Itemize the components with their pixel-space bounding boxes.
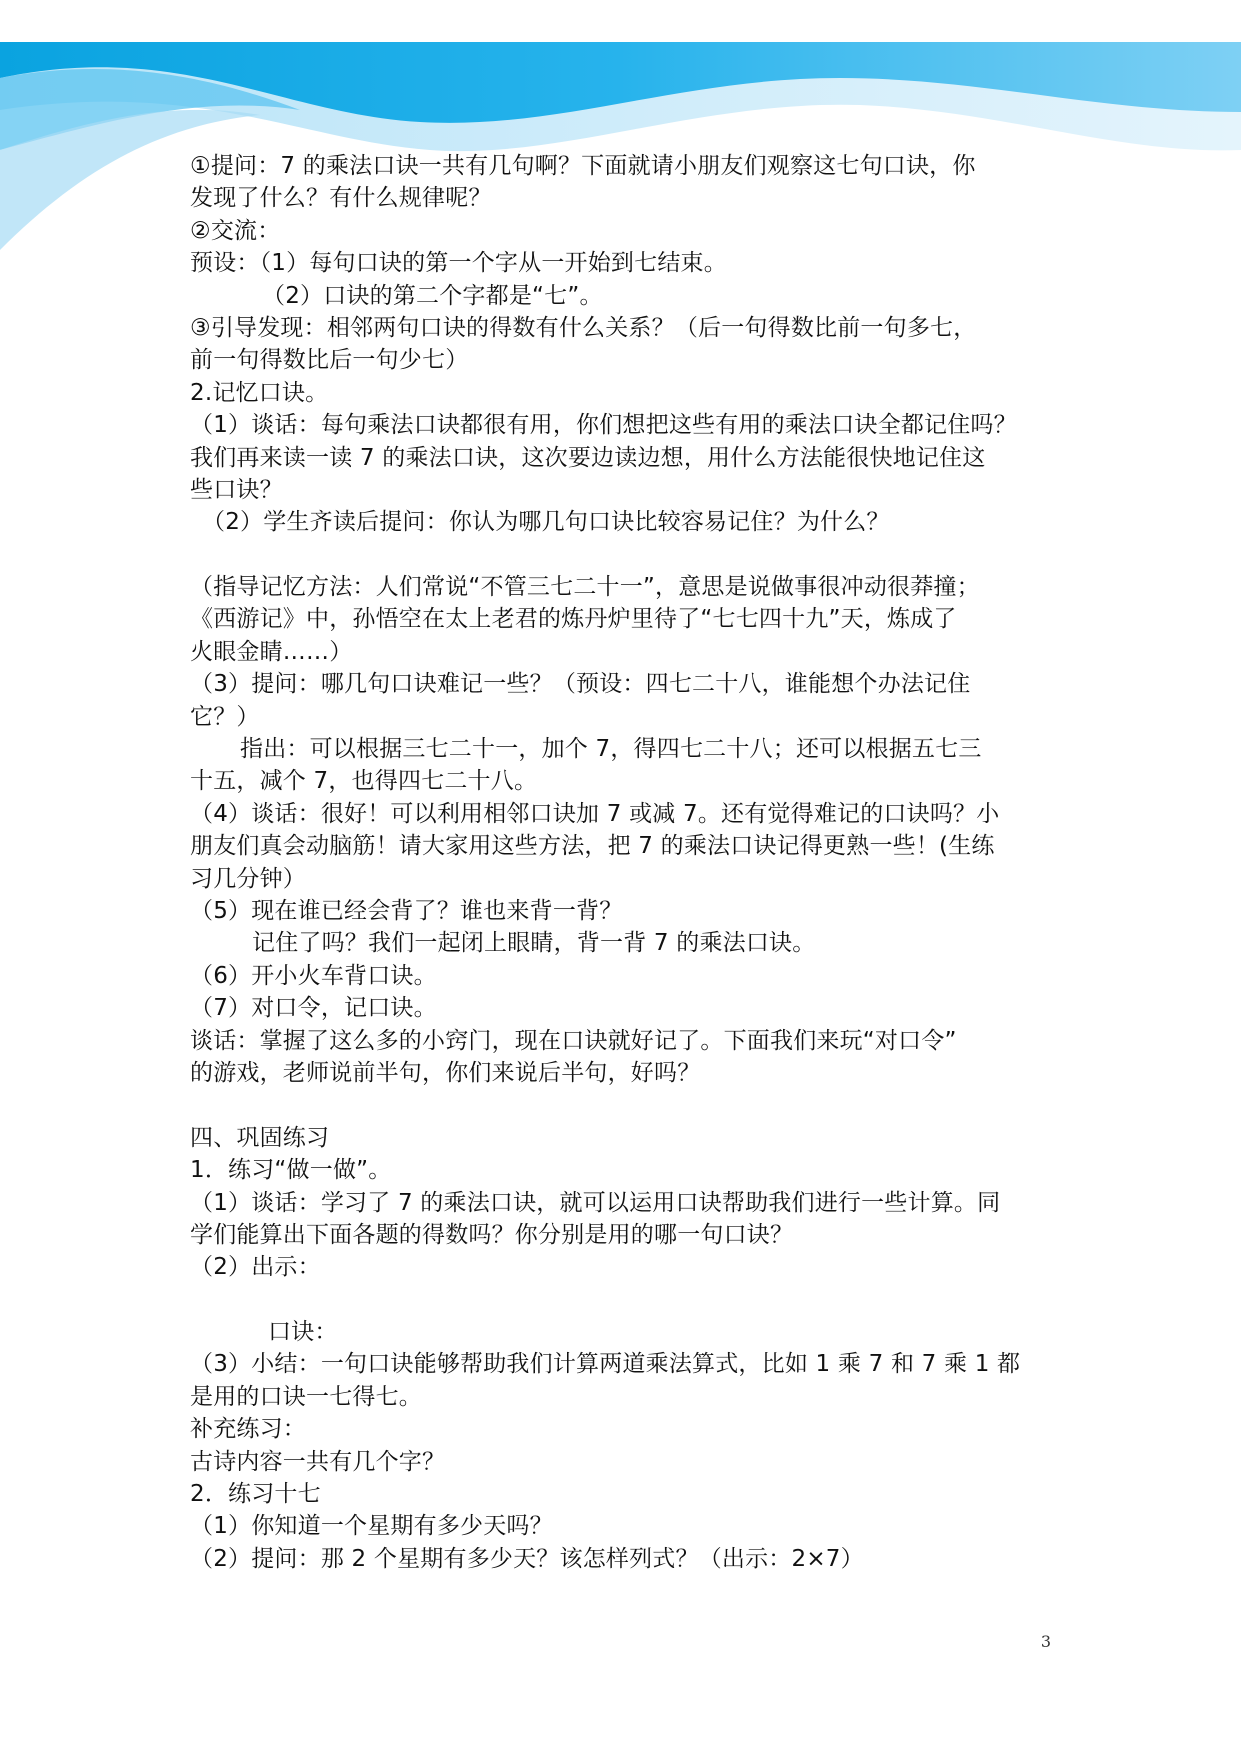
text-line: 些口诀？ xyxy=(190,476,283,503)
text-line: （指导记忆方法：人们常说“不管三七二十一”，意思是说做事很冲动很莽撞； xyxy=(190,574,980,601)
page-number: 3 xyxy=(1040,1632,1051,1651)
text-line: 我们再来读一读 7 的乘法口诀，这次要边读边想，用什么方法能很快地记住这 xyxy=(190,444,986,471)
text-line: （7）对口令，记口诀。 xyxy=(190,995,437,1022)
text-line: （1）你知道一个星期有多少天吗？ xyxy=(190,1513,553,1540)
text-line: 《西游记》中，孙悟空在太上老君的炼丹炉里待了“七七四十九”天，炼成了 xyxy=(190,606,957,633)
text-line: 十五，减个 7，也得四七二十八。 xyxy=(190,768,538,795)
text-line: 谈话：掌握了这么多的小窍门，现在口诀就好记了。下面我们来玩“对口令” xyxy=(190,1027,957,1054)
section-heading: 2.记忆口诀。 xyxy=(190,379,329,406)
text-line: 是用的口诀一七得七。 xyxy=(190,1383,422,1410)
text-line: ③引导发现：相邻两句口诀的得数有什么关系？（后一句得数比前一句多七， xyxy=(190,314,977,341)
text-line: （4）谈话：很好！可以利用相邻口诀加 7 或减 7。还有觉得难记的口诀吗？小 xyxy=(190,800,1000,827)
section-heading: 四、巩固练习 xyxy=(190,1124,330,1151)
text-line: 预设：（1）每句口诀的第一个字从一开始到七结束。 xyxy=(190,250,727,277)
text-line: （6）开小火车背口诀。 xyxy=(190,962,437,989)
text-line: 学们能算出下面各题的得数吗？你分别是用的哪一句口诀？ xyxy=(190,1221,794,1248)
text-line: 火眼金睛……） xyxy=(190,638,353,665)
text-line: （2）出示： xyxy=(190,1254,321,1281)
text-line: 口诀： xyxy=(268,1319,338,1346)
text-line: 发现了什么？有什么规律呢？ xyxy=(190,185,492,212)
text-line: （5）现在谁已经会背了？谁也来背一背？ xyxy=(190,897,623,924)
text-line: （2）学生齐读后提问：你认为哪几句口诀比较容易记住？为什么？ xyxy=(202,509,890,536)
text-line: （1）谈话：学习了 7 的乘法口诀，就可以运用口诀帮助我们进行一些计算。同 xyxy=(190,1189,1001,1216)
text-line: （3）小结：一句口诀能够帮助我们计算两道乘法算式，比如 1 乘 7 和 7 乘 1 都 xyxy=(190,1351,1021,1378)
section-heading: 2．练习十七 xyxy=(190,1481,321,1508)
text-line: 的游戏，老师说前半句，你们来说后半句，好吗？ xyxy=(190,1059,701,1086)
text-line: 习几分钟） xyxy=(190,865,306,892)
text-line: （2）口诀的第二个字都是“七”。 xyxy=(262,282,603,309)
text-line: 记住了吗？我们一起闭上眼睛，背一背 7 的乘法口诀。 xyxy=(252,930,816,957)
text-line: 朋友们真会动脑筋！请大家用这些方法，把 7 的乘法口诀记得更熟一些！(生练 xyxy=(190,833,995,860)
text-line: 指出：可以根据三七二十一，加个 7，得四七二十八；还可以根据五七三 xyxy=(240,736,982,763)
text-line: 1．练习“做一做”。 xyxy=(190,1157,392,1184)
text-line: （2）提问：那 2 个星期有多少天？该怎样列式？（出示：2×7） xyxy=(190,1545,864,1572)
text-line: 前一句得数比后一句少七） xyxy=(190,347,469,374)
text-line: 它？） xyxy=(190,703,260,730)
text-line: ②交流： xyxy=(190,217,281,244)
text-line: （1）谈话：每句乘法口诀都很有用，你们想把这些有用的乘法口诀全都记住吗？ xyxy=(190,412,1017,439)
document-body xyxy=(190,150,1070,1575)
text-line: （3）提问：哪几句口诀难记一些？（预设：四七二十八，谁能想个办法记住 xyxy=(190,671,971,698)
text-line: 补充练习： xyxy=(190,1416,306,1443)
text-line: 古诗内容一共有几个字？ xyxy=(190,1448,446,1475)
text-line: ①提问：7 的乘法口诀一共有几句啊？下面就请小朋友们观察这七句口诀，你 xyxy=(190,153,976,179)
